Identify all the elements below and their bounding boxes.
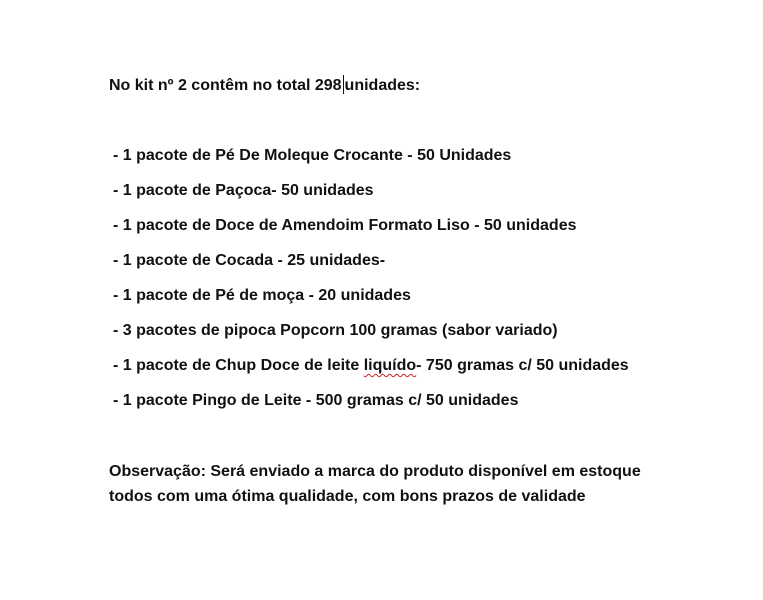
list-item-text-end: - 750 gramas c/ 50 unidades — [416, 357, 629, 374]
list-item: - 1 pacote de Pé de moça - 20 unidades — [113, 287, 411, 304]
observation-line: Observação: Será enviado a marca do produto disponível em estoque — [109, 463, 641, 480]
kit-title-text: No kit nº 2 contêm no total 298 — [109, 77, 342, 94]
observation-note — [109, 459, 641, 509]
kit-title — [109, 75, 420, 95]
spelling-error-word[interactable]: liquído — [363, 357, 417, 374]
list-item: - 1 pacote de Paçoca- 50 unidades — [113, 182, 374, 199]
observation-line: todos com uma ótima qualidade, com bons prazos de validade — [109, 488, 586, 505]
list-item: - 1 pacote Pingo de Leite - 500 gramas c/ 50 unidades — [113, 392, 519, 409]
item-list — [113, 146, 629, 426]
list-item: - 1 pacote de Cocada - 25 unidades- — [113, 252, 386, 269]
list-item: - 1 pacote de Doce de Amendoim Formato Liso - 50 unidades — [113, 217, 577, 234]
list-item: - 3 pacotes de pipoca Popcorn 100 gramas (sabor variado) — [113, 322, 558, 339]
text-cursor — [343, 75, 344, 94]
kit-title-text-end: unidades: — [344, 77, 421, 94]
list-item: - 1 pacote de Pé De Moleque Crocante - 50 Unidades — [113, 147, 512, 164]
list-item — [113, 356, 629, 391]
list-item-text: - 1 pacote de Chup Doce de leite — [113, 357, 364, 374]
